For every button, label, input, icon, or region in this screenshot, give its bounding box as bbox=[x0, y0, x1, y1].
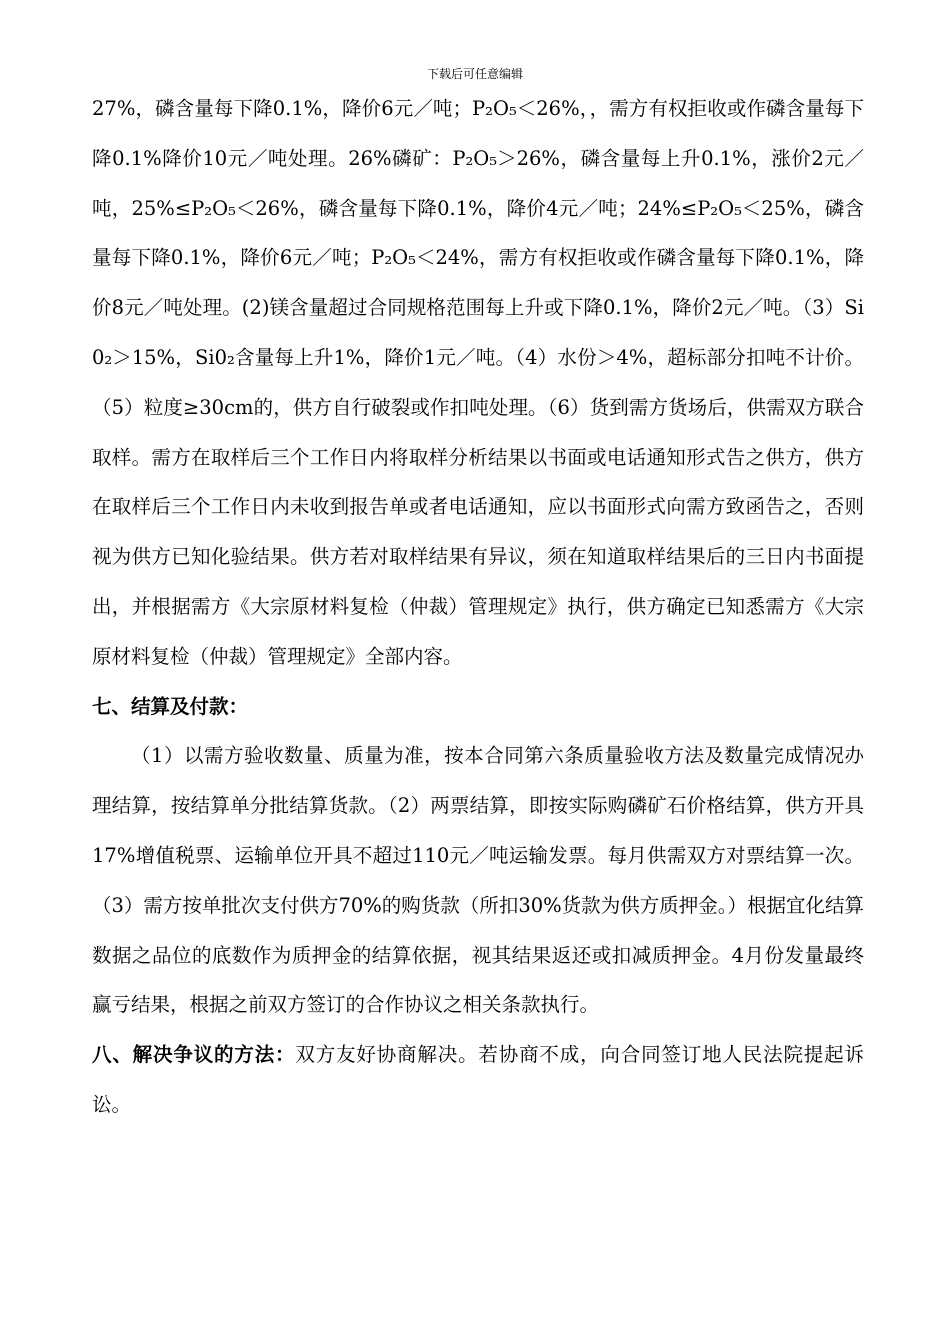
section-6-continued-paragraph: 27%，磷含量每下降0.1%，降价6元／吨；P₂O₅＜26%，，需方有权拒收或作磷含量每下降0.1%降价10元／吨处理。26%磷矿：P₂O₅＞26%，磷含量每上升0.1%，涨价2元／吨，25%≤P₂O₅＜26%，磷含量每下降0.1%，降价4元／吨；24%≤P₂O₅＜25%，磷含量每下降0.1%，降价6元／吨；P₂O₅＜24%，需方有权拒收或作磷含量每下降0.1%，降价8元／吨处理。(2)镁含量超过合同规格范围每上升或下降0.1%，降价2元／吨。（3）Si0₂＞15%，Si0₂含量每上升1%，降价1元／吨。（4）水份＞4%，超标部分扣吨不计价。（5）粒度≥30cm的，供方自行破裂或作扣吨处理。（6）货到需方货场后，供需双方联合取样。需方在取样后三个工作日内将取样分析结果以书面或电话通知形式告之供方，供方在取样后三个工作日内未收到报告单或者电话通知，应以书面形式向需方致函告之，否则视为供方已知化验结果。供方若对取样结果有异议，须在知道取样结果后的三日内书面提出，并根据需方《大宗原材料复检（仲裁）管理规定》执行，供方确定已知悉需方《大宗原材料复检（仲裁）管理规定》全部内容。 bbox=[92, 97, 864, 668]
document-body bbox=[92, 84, 864, 1130]
section-8-paragraph bbox=[92, 1030, 864, 1130]
section-8-heading: 八、解决争议的方法： bbox=[92, 1043, 296, 1067]
section-7-paragraph: （1）以需方验收数量、质量为准，按本合同第六条质量验收方法及数量完成情况办理结算，按结算单分批结算货款。（2）两票结算，即按实际购磷矿石价格结算，供方开具17%增值税票、运输单位开具不超过110元／吨运输发票。每月供需双方对票结算一次。（3）需方按单批次支付供方70%的购货款（所扣30%货款为供方质押金。）根据宜化结算数据之品位的底数作为质押金的结算依据，视其结果返还或扣减质押金。4月份发量最终赢亏结果，根据之前双方签订的合作协议之相关条款执行。 bbox=[92, 744, 864, 1017]
section-8-text: 双方友好协商解决。若协商不成，向合同签订地人民法院提起诉讼。 bbox=[92, 1043, 864, 1116]
page-header-note: 下载后可任意编辑 bbox=[426, 67, 523, 81]
section-7-heading: 七、结算及付款： bbox=[92, 694, 249, 718]
